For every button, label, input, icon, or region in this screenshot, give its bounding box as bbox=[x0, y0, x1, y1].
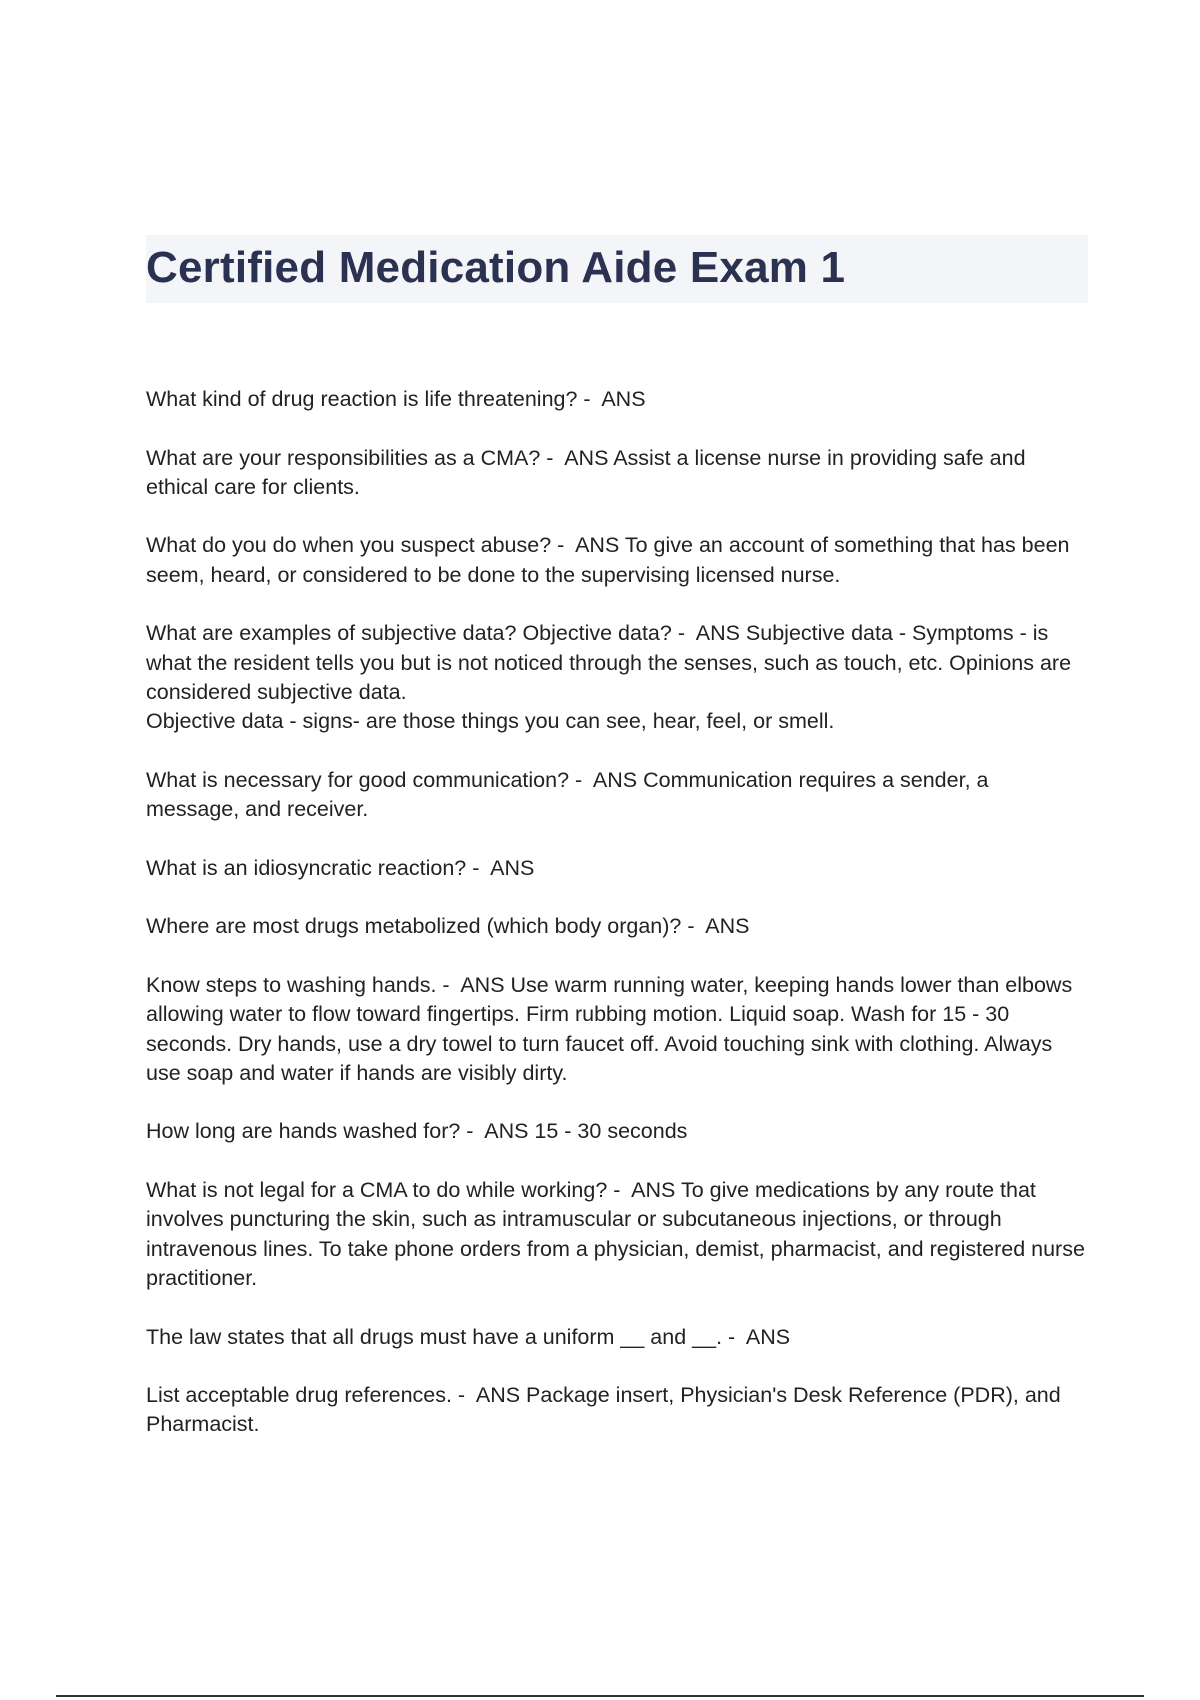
qa-item: The law states that all drugs must have a uniform __ and __. - ANS bbox=[146, 1324, 791, 1349]
qa-item: What is necessary for good communication? - ANS Communication requires a sender, a message, and receiver. bbox=[146, 767, 995, 822]
qa-item: Know steps to washing hands. - ANS Use warm running water, keeping hands lower than elbows allowing water to flow toward fingertips. Firm rubbing motion. Liquid soap. Wash for 15 - 30 seconds. Dry hands, use a dry towel to turn faucet off. Avoid touching sink with clothing. Always use soap and water if hands are visibly dirty. bbox=[146, 972, 1079, 1085]
qa-item: What is an idiosyncratic reaction? - ANS bbox=[146, 855, 535, 880]
qa-item: What are examples of subjective data? Objective data? - ANS Subjective data - Symptoms - is what the resident tells you but is not noticed through the senses, such as touch, etc. Opinions are considered subjective data. Objective data - signs- are those things you can see, hear, feel, or smell. bbox=[146, 621, 1072, 734]
qa-item: What are your responsibilities as a CMA? - ANS Assist a license nurse in providing safe and ethical care for clients. bbox=[146, 445, 1032, 499]
qa-item: List acceptable drug references. - ANS Package insert, Physician's Desk Reference (PDR), and Pharmacist. bbox=[146, 1383, 1067, 1437]
qa-item: What do you do when you suspect abuse? - ANS To give an account of something that has been seem, heard, or considered to be done to the supervising licensed nurse. bbox=[146, 533, 1076, 587]
document-title: Certified Medication Aide Exam 1 bbox=[146, 243, 846, 292]
page-bottom-rule bbox=[56, 1695, 1144, 1697]
qa-item: Where are most drugs metabolized (which body organ)? - ANS bbox=[146, 914, 750, 939]
qa-item: What is not legal for a CMA to do while working? - ANS To give medications by any route that involves puncturing the skin, such as intramuscular or subcutaneous injections, or through intravenous lines. To take phone orders from a physician, demist, pharmacist, and registered nurse practitioner. bbox=[146, 1178, 1091, 1290]
qa-item: How long are hands washed for? - ANS 15 - 30 seconds bbox=[146, 1119, 688, 1144]
title-band bbox=[146, 235, 1088, 303]
qa-list bbox=[146, 385, 1091, 1469]
qa-item: What kind of drug reaction is life threatening? - ANS bbox=[146, 387, 646, 411]
